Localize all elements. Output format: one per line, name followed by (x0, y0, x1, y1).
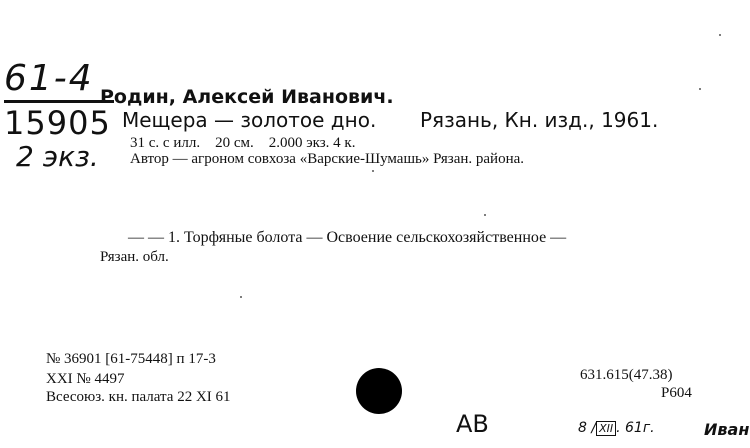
call-number-bottom: 15905 (4, 104, 111, 142)
subject-line-2: Рязан. обл. (100, 249, 169, 265)
class-number: 631.615(47.38) (580, 367, 673, 383)
speck (240, 296, 242, 298)
subject-line-1: — — 1. Торфяные болота — Освоение сельскохозяйственное — (128, 229, 567, 246)
footer-chamber-line: Всесоюз. кн. палата 22 XI 61 (46, 389, 231, 405)
imprint-line: Рязань, Кн. изд., 1961. (420, 108, 659, 132)
speck (372, 170, 374, 172)
author-note: Автор — агроном совхоза «Варские-Шумашь» Рязан. района. (130, 151, 525, 167)
date-note-suffix: . 61г. (616, 420, 655, 436)
speck (484, 214, 486, 216)
footer-registry-line: XXI № 4497 (46, 371, 125, 387)
author-mark: Р604 (661, 385, 692, 401)
date-note (578, 420, 655, 436)
call-number-top: 61-4 (4, 58, 94, 99)
speck (719, 34, 721, 36)
footer-number-line: № 36901 [61-75448] п 17-3 (46, 351, 216, 367)
note-a: АВ (456, 410, 489, 438)
speck (699, 88, 701, 90)
signature: Иван (704, 420, 750, 439)
date-note-boxed: XII (596, 421, 616, 436)
author-heading: Родин, Алексей Иванович. (100, 86, 394, 108)
call-number-rule (4, 100, 114, 103)
punch-hole (356, 368, 402, 414)
collation-line: 31 с. с илл. 20 см. 2.000 экз. 4 к. (130, 135, 356, 151)
copies-note: 2 экз. (16, 140, 99, 173)
date-note-prefix: 8 / (578, 420, 597, 436)
title-line: Мещера — золотое дно. (122, 108, 377, 132)
